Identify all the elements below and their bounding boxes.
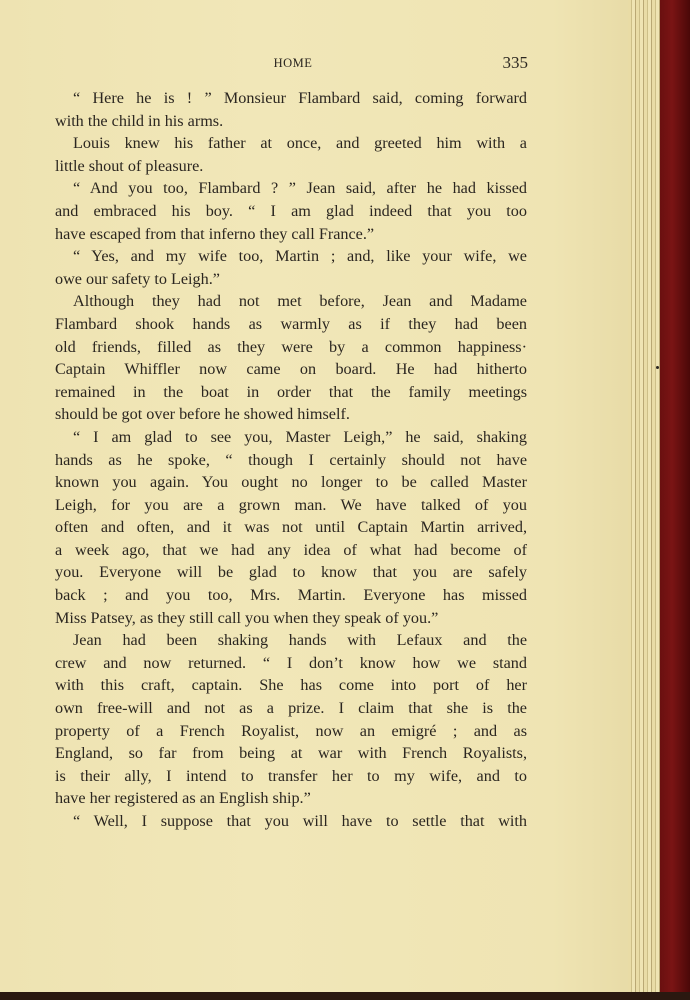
text-line: known you again. You ought no longer to be called Master — [55, 473, 527, 492]
text-line: have her registered as an English ship.” — [55, 789, 311, 808]
text-line: “ Yes, and my wife too, Martin ; and, like your wife, we — [73, 247, 527, 266]
text-line: Miss Patsey, as they still call you when they speak of you.” — [55, 608, 439, 627]
text-line: England, so far from being at war with French Royalists, — [55, 744, 527, 763]
bottom-edge — [0, 992, 690, 1000]
text-line: “ And you too, Flambard ? ” Jean said, after he had kissed — [73, 179, 527, 198]
text-line: Jean had been shaking hands with Lefaux and the — [73, 631, 527, 650]
text-line: a week ago, that we had any idea of what had become of — [55, 540, 527, 559]
text-line: Although they had not met before, Jean and Madame — [73, 292, 527, 311]
text-line: Flambard shook hands as warmly as if they had been — [55, 314, 527, 333]
text-line: have escaped from that inferno they call France.” — [55, 224, 375, 243]
text-line: old friends, filled as they were by a common happiness· — [55, 337, 527, 356]
text-line: back ; and you too, Mrs. Martin. Everyone has missed — [55, 586, 527, 605]
text-line: own free-will and not as a prize. I claim that she is the — [55, 699, 527, 718]
text-line: remained in the boat in order that the family meetings — [55, 382, 527, 401]
body-text — [55, 87, 527, 833]
book-cover-edge — [660, 0, 690, 1000]
page-number: 335 — [502, 53, 528, 72]
text-line: owe our safety to Leigh.” — [55, 269, 220, 288]
text-line: with this craft, captain. She has come into port of her — [55, 676, 527, 695]
text-line: crew and now returned. “ I don’t know how we stand — [55, 653, 527, 672]
margin-mark — [656, 366, 659, 369]
text-line: Louis knew his father at once, and greeted him with a — [73, 134, 527, 153]
text-line: and embraced his boy. “ I am glad indeed that you too — [55, 201, 527, 220]
text-line: you. Everyone will be glad to know that you are safely — [55, 563, 527, 582]
text-line: with the child in his arms. — [55, 111, 224, 130]
text-line: hands as he spoke, “ though I certainly should not have — [55, 450, 527, 469]
text-line: Leigh, for you are a grown man. We have talked of you — [55, 495, 527, 514]
text-line: property of a French Royalist, now an emigré ; and as — [55, 721, 527, 740]
running-head: HOME — [273, 56, 313, 70]
text-line: “ Well, I suppose that you will have to settle that with — [73, 812, 527, 830]
text-line: “ I am glad to see you, Master Leigh,” he said, shaking — [73, 427, 527, 446]
text-line: should be got over before he showed himself. — [55, 405, 350, 424]
text-line: often and often, and it was not until Captain Martin arrived, — [55, 518, 527, 537]
text-line: little shout of pleasure. — [55, 156, 204, 175]
page-header — [58, 53, 528, 77]
text-line: is their ally, I intend to transfer her to my wife, and to — [55, 766, 527, 785]
text-line: Captain Whiffler now came on board. He had hitherto — [55, 360, 527, 379]
text-line: “ Here he is ! ” Monsieur Flambard said, coming forward — [73, 89, 527, 107]
